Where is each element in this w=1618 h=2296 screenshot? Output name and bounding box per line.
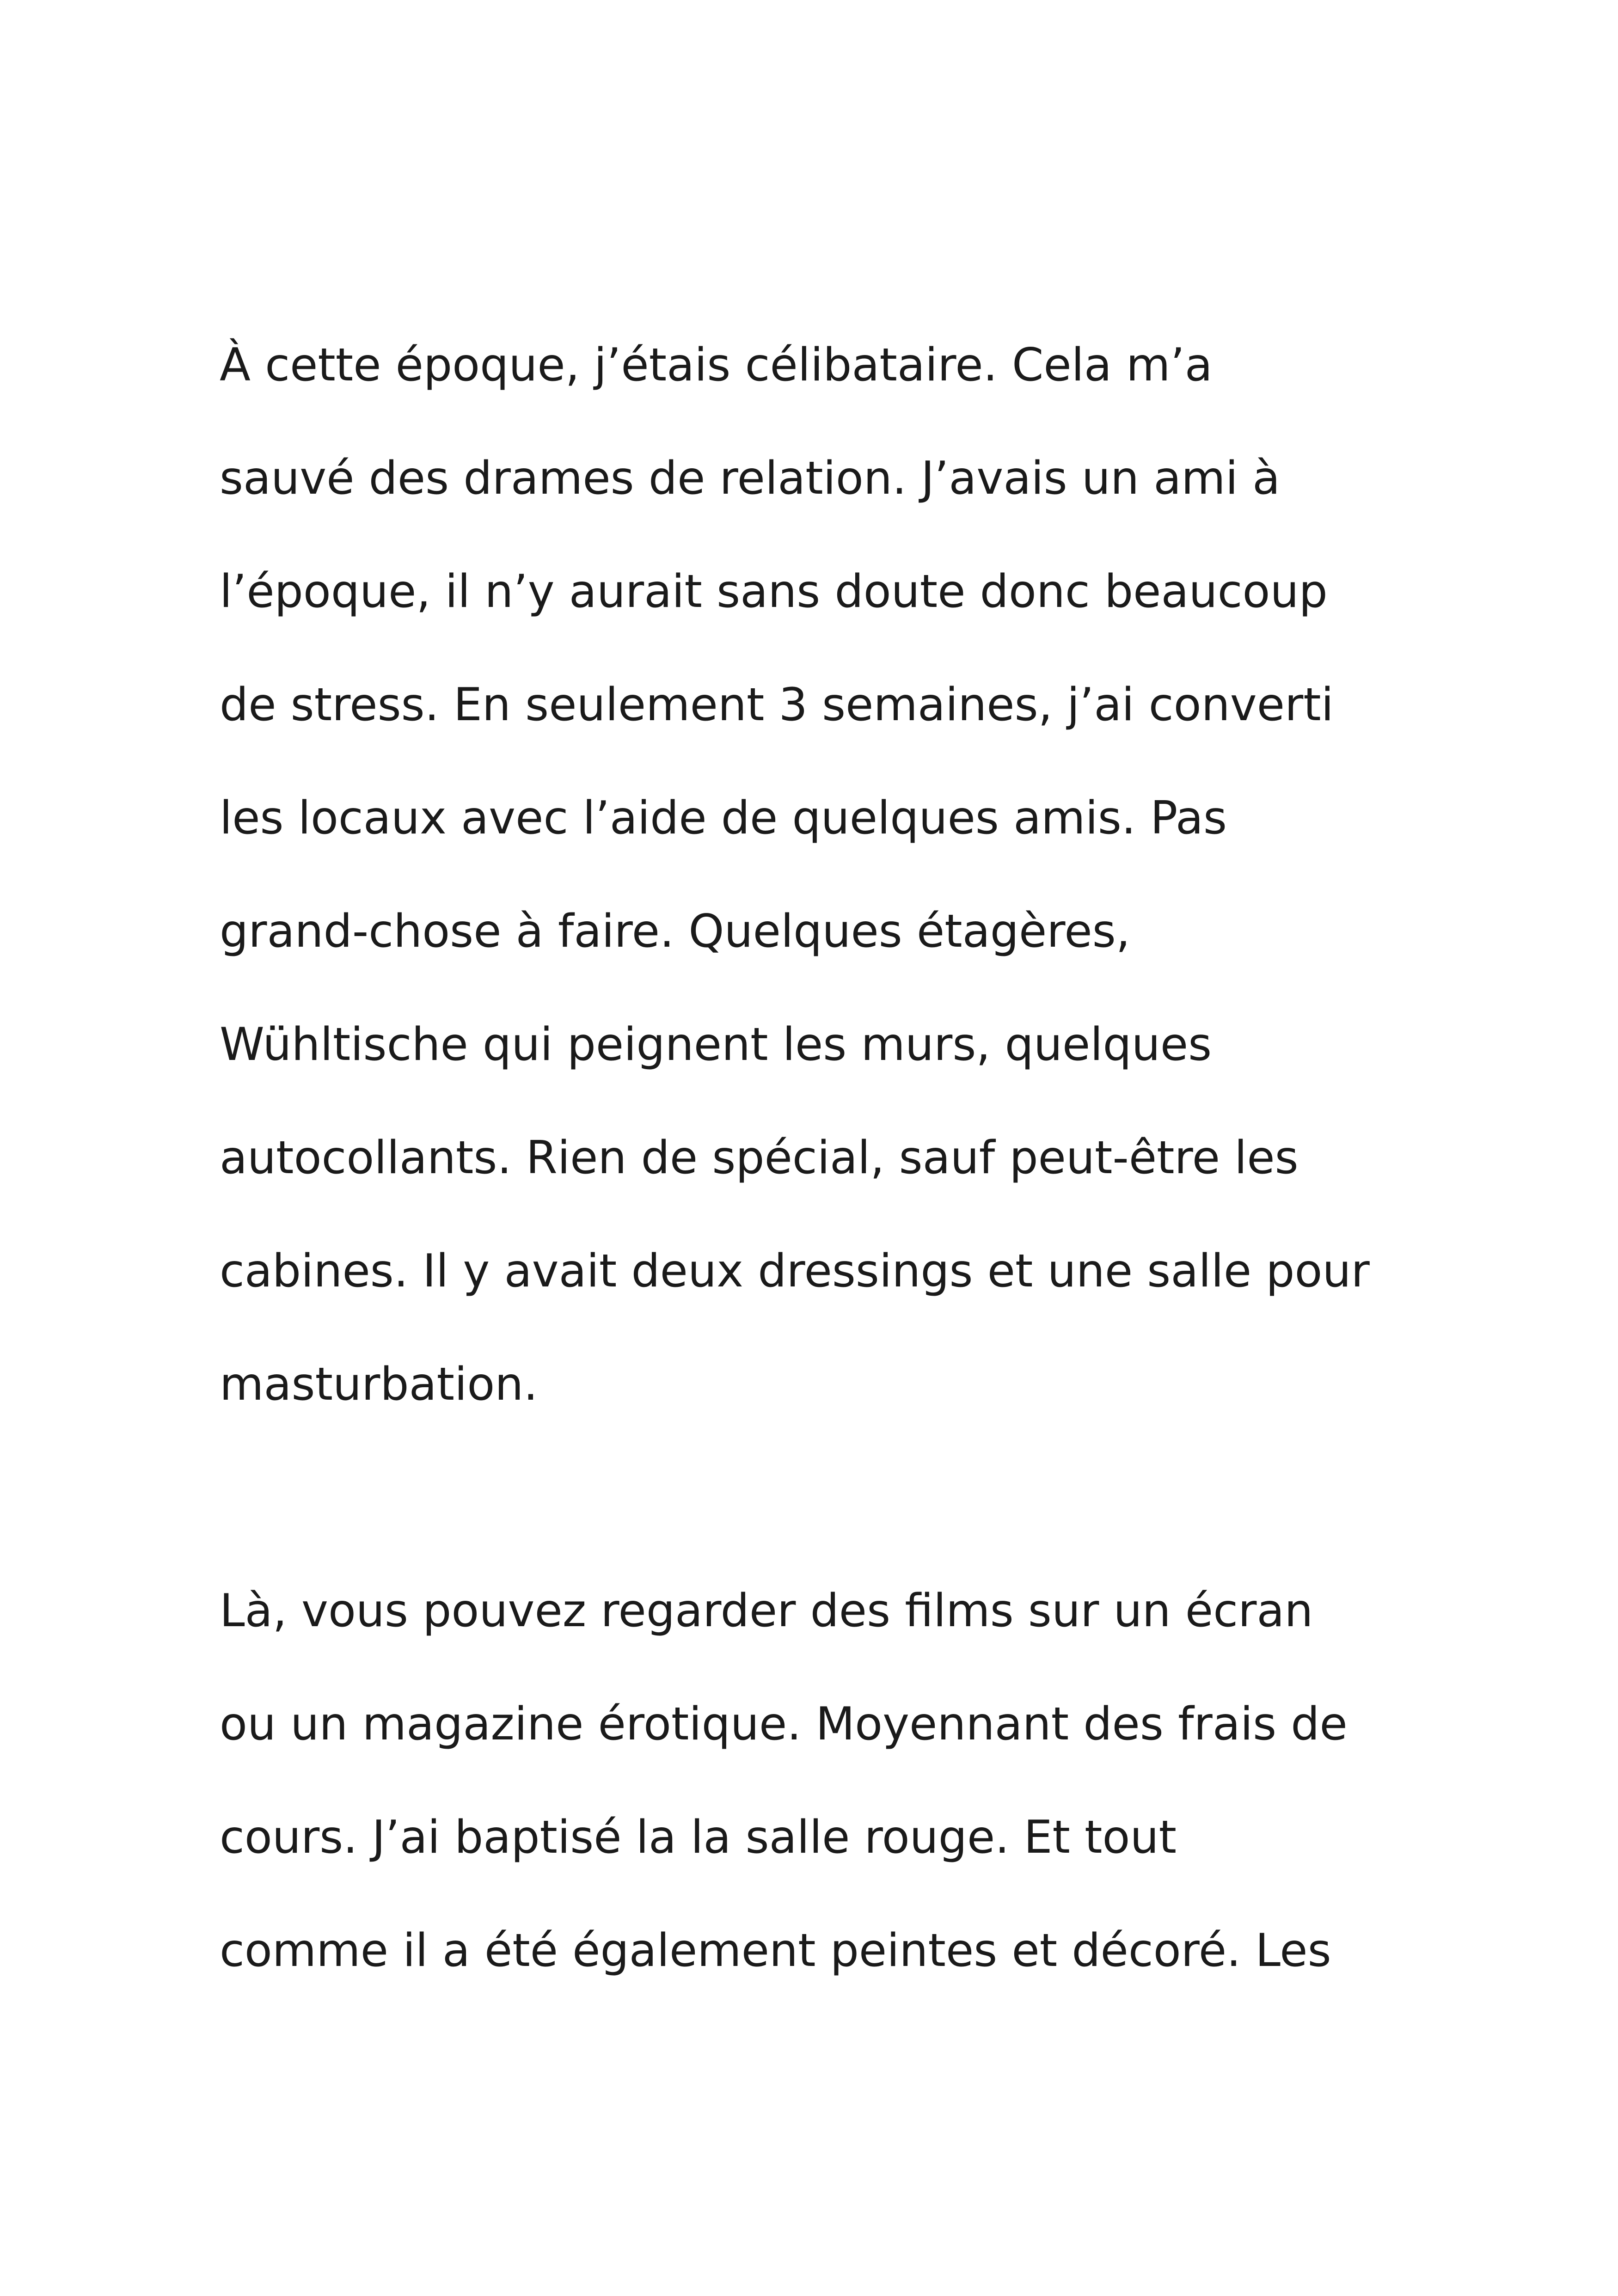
text-line: les locaux avec l’aide de quelques amis. Pas xyxy=(220,792,1227,845)
text-line: ou un magazine érotique. Moyennant des frais de xyxy=(220,1698,1348,1751)
text-line: cours. J’ai baptisé la la salle rouge. Et tout xyxy=(220,1811,1177,1864)
text-line: Wühltische qui peignent les murs, quelques xyxy=(220,1018,1212,1071)
text-line: sauvé des drames de relation. J’avais un ami à xyxy=(220,452,1281,505)
text-line: grand-chose à faire. Quelques étagères, xyxy=(220,905,1130,958)
text-line: À cette époque, j’étais célibataire. Cela m’a xyxy=(220,339,1213,392)
text-line: autocollants. Rien de spécial, sauf peut-être les xyxy=(220,1132,1299,1184)
text-line: de stress. En seulement 3 semaines, j’ai converti xyxy=(220,679,1334,731)
text-line: cabines. Il y avait deux dressings et une salle pour xyxy=(220,1245,1370,1298)
text-line: l’époque, il n’y aurait sans doute donc beaucoup xyxy=(220,565,1328,618)
text-line: comme il a été également peintes et décoré. Les xyxy=(220,1924,1331,1977)
paragraph-1 xyxy=(220,337,1468,1470)
text-line: Là, vous pouvez regarder des films sur un écran xyxy=(220,1585,1313,1637)
paragraph-2 xyxy=(220,1583,1468,2036)
text-line: masturbation. xyxy=(220,1358,538,1411)
